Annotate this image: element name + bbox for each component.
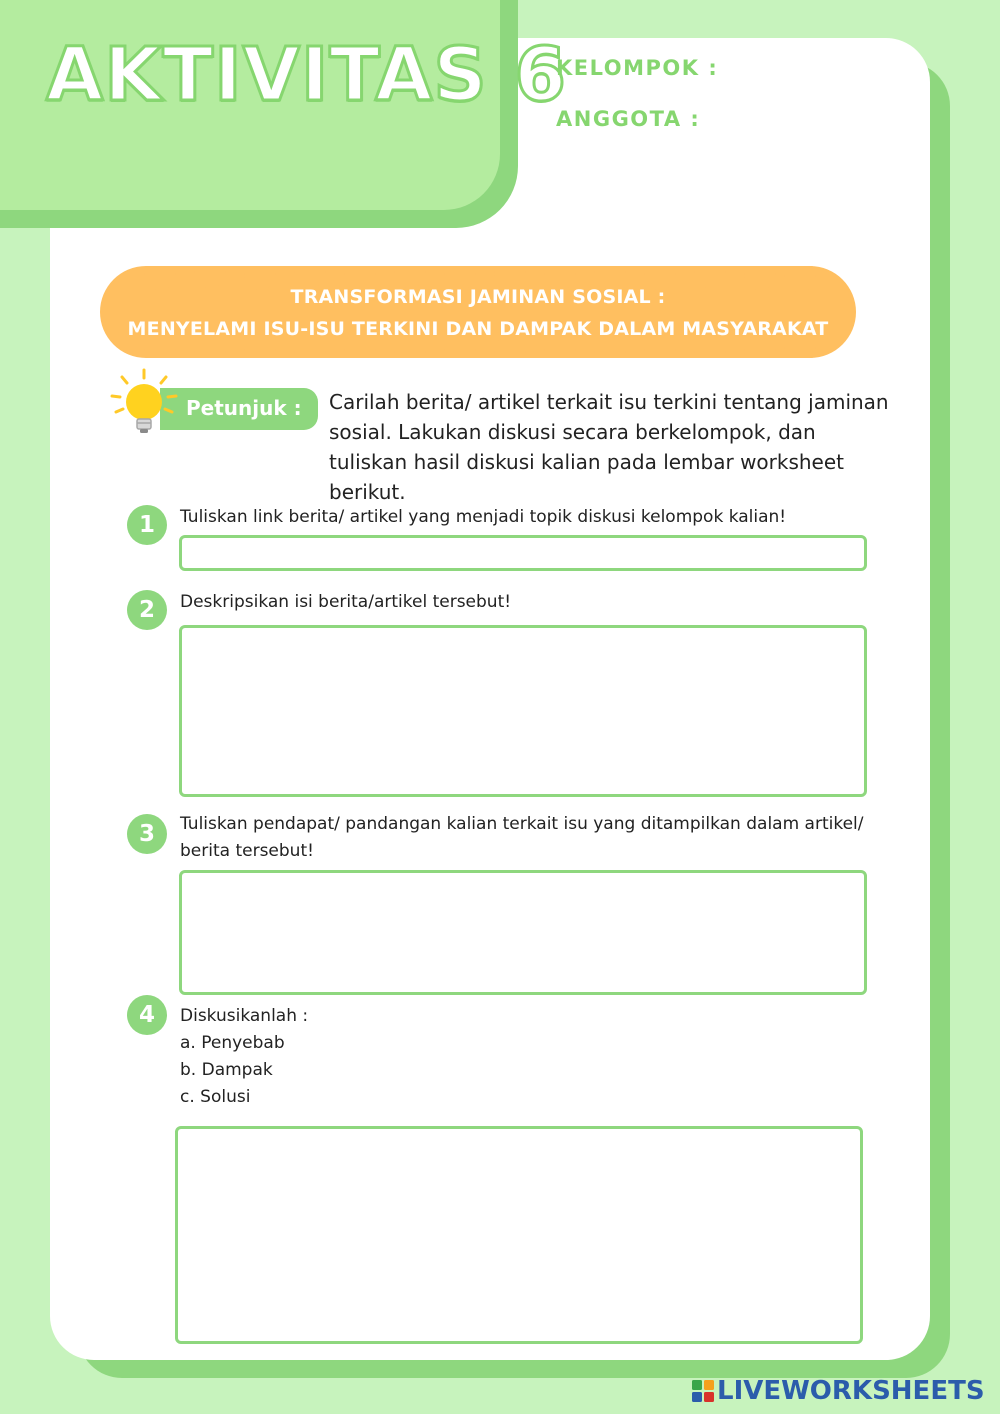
page-title: AKTIVITAS 6: [46, 32, 567, 118]
group-label: KELOMPOK :: [556, 56, 719, 80]
banner-cloud-edge: [100, 266, 856, 358]
members-label: ANGGOTA :: [556, 107, 701, 131]
question-4-item-b: b. Dampak: [180, 1060, 273, 1080]
question-2-text: Deskripsikan isi berita/artikel tersebut!: [180, 592, 512, 612]
instruction-text: Carilah berita/ artikel terkait isu terkini tentang jaminan sosial. Lakukan diskusi secara berkelompok, dan tuliskan hasil diskusi kalian pada lembar worksheet berikut.: [329, 390, 889, 504]
answer-field-2[interactable]: [179, 625, 867, 797]
liveworksheets-brand: [692, 1374, 985, 1408]
question-4-text: Diskusikanlah :: [180, 1006, 309, 1026]
answer-field-1[interactable]: [179, 535, 867, 571]
banner-line-2: MENYELAMI ISU-ISU TERKINI DAN DAMPAK DALAM MASYARAKAT: [127, 318, 829, 340]
question-1-text: Tuliskan link berita/ artikel yang menjadi topik diskusi kelompok kalian!: [180, 507, 787, 527]
question-3-text: Tuliskan pendapat/ pandangan kalian terkait isu yang ditampilkan dalam artikel/ berita tersebut!: [180, 814, 864, 861]
question-number-2: 2: [127, 590, 167, 630]
question-number-4: 4: [127, 995, 167, 1035]
banner-line-1: TRANSFORMASI JAMINAN SOSIAL :: [290, 286, 666, 308]
question-4-item-c: c. Solusi: [180, 1087, 251, 1107]
liveworksheets-logo-icon: [692, 1380, 714, 1402]
answer-field-4[interactable]: [175, 1126, 863, 1344]
question-number-3: 3: [127, 814, 167, 854]
instruction-label: Petunjuk :: [186, 396, 302, 420]
topic-banner: [100, 266, 856, 358]
answer-field-3[interactable]: [179, 870, 867, 995]
question-number-1: 1: [127, 505, 167, 545]
lightbulb-icon: [108, 368, 180, 440]
liveworksheets-wordmark: LIVEWORKSHEETS: [717, 1376, 985, 1406]
question-4-item-a: a. Penyebab: [180, 1033, 285, 1053]
